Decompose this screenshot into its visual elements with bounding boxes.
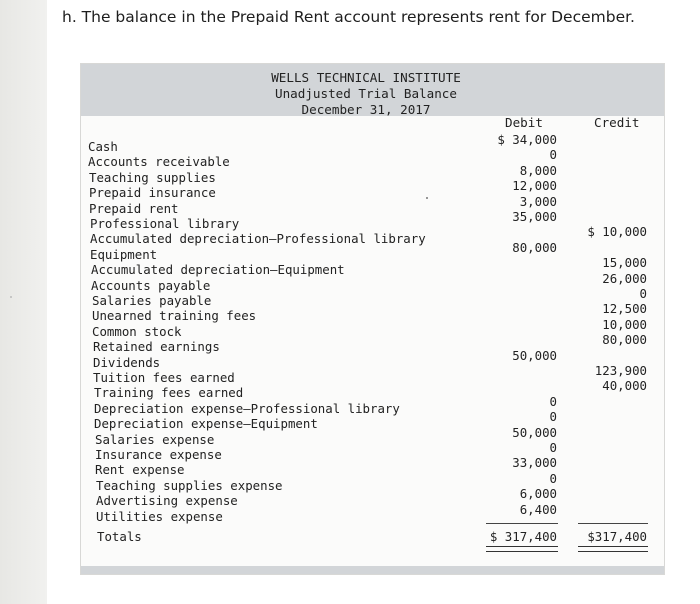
company-name: WELLS TECHNICAL INSTITUTE [271, 70, 461, 85]
account-name: Tuition fees earned [93, 370, 235, 385]
subtotal-rule-credit [578, 523, 648, 524]
debit-total: $ 317,400 [489, 528, 557, 544]
debit-amount: 35,000 [512, 209, 557, 224]
stray-mark [426, 197, 428, 199]
debit-amount: 8,000 [519, 162, 557, 178]
subtotal-rule-debit [486, 523, 558, 524]
account-name: Insurance expense [95, 447, 222, 462]
account-name: Common stock [92, 323, 182, 339]
account-name: Training fees earned [94, 385, 244, 401]
account-name: Accounts payable [91, 277, 211, 293]
totals-row [0, 529, 700, 545]
report-title-block [251, 70, 481, 118]
account-name: Equipment [90, 246, 158, 262]
table-row [0, 132, 700, 155]
account-name: Accumulated depreciation—Professional library [90, 231, 426, 247]
debit-amount: 50,000 [512, 424, 557, 440]
debit-amount: 80,000 [512, 239, 557, 255]
double-rule-credit [578, 546, 648, 552]
totals-label: Totals [97, 528, 142, 544]
debit-amount: 0 [549, 393, 557, 409]
table-footer-band [81, 566, 664, 574]
debit-column-header: Debit [505, 115, 543, 130]
credit-amount: 12,500 [602, 301, 647, 317]
debit-amount: 0 [549, 470, 557, 486]
table-row [0, 455, 700, 478]
question-text: h. The balance in the Prepaid Rent account represents rent for December. [62, 8, 635, 26]
debit-amount: 0 [549, 440, 557, 455]
debit-amount: 33,000 [512, 455, 557, 471]
table-row [0, 409, 700, 432]
account-name: Depreciation expense—Professional library [94, 400, 400, 416]
account-name: Advertising expense [96, 493, 238, 509]
credit-amount: 0 [639, 286, 647, 301]
account-name: Utilities expense [96, 508, 223, 524]
account-name: Prepaid insurance [89, 185, 216, 201]
table-row [0, 147, 700, 170]
table-row [0, 332, 700, 355]
table-row [0, 178, 700, 201]
credit-amount: 26,000 [602, 270, 647, 286]
table-row [0, 378, 700, 401]
debit-amount: 0 [549, 147, 557, 163]
report-date: December 31, 2017 [301, 102, 431, 117]
account-name: Accounts receivable [88, 154, 230, 170]
table-row [0, 486, 700, 509]
credit-amount: 40,000 [602, 378, 647, 394]
account-name: Dividends [93, 354, 161, 370]
table-row [0, 440, 700, 463]
credit-amount: 123,900 [594, 363, 647, 378]
account-name: Prepaid rent [89, 200, 179, 216]
account-name: Unearned training fees [92, 308, 257, 324]
credit-amount: 80,000 [602, 332, 647, 348]
credit-column-header: Credit [594, 115, 640, 130]
account-name: Salaries expense [95, 431, 215, 447]
debit-amount: 3,000 [519, 193, 557, 209]
account-name: Cash [88, 139, 118, 154]
debit-amount: $ 34,000 [497, 132, 557, 147]
credit-amount: 10,000 [602, 316, 647, 332]
account-name: Teaching supplies [89, 169, 216, 185]
debit-amount: 6,000 [519, 486, 557, 502]
credit-amount: $ 10,000 [587, 224, 647, 240]
credit-amount: 15,000 [602, 255, 647, 271]
account-name: Depreciation expense—Equipment [94, 416, 318, 432]
credit-total: $317,400 [587, 528, 647, 544]
account-name: Retained earnings [93, 339, 220, 355]
account-name: Rent expense [95, 462, 185, 478]
debit-amount: 50,000 [512, 347, 557, 363]
debit-amount: 12,000 [512, 178, 557, 194]
table-row [0, 224, 700, 247]
stray-mark [10, 296, 12, 298]
debit-amount: 6,400 [519, 501, 557, 517]
report-title: Unadjusted Trial Balance [275, 86, 457, 101]
account-name: Accumulated depreciation—Equipment [91, 262, 345, 278]
account-name: Salaries payable [92, 293, 212, 308]
debit-amount: 0 [549, 409, 557, 425]
account-name: Teaching supplies expense [96, 477, 283, 493]
account-name: Professional library [90, 216, 240, 231]
double-rule-debit [486, 546, 558, 552]
